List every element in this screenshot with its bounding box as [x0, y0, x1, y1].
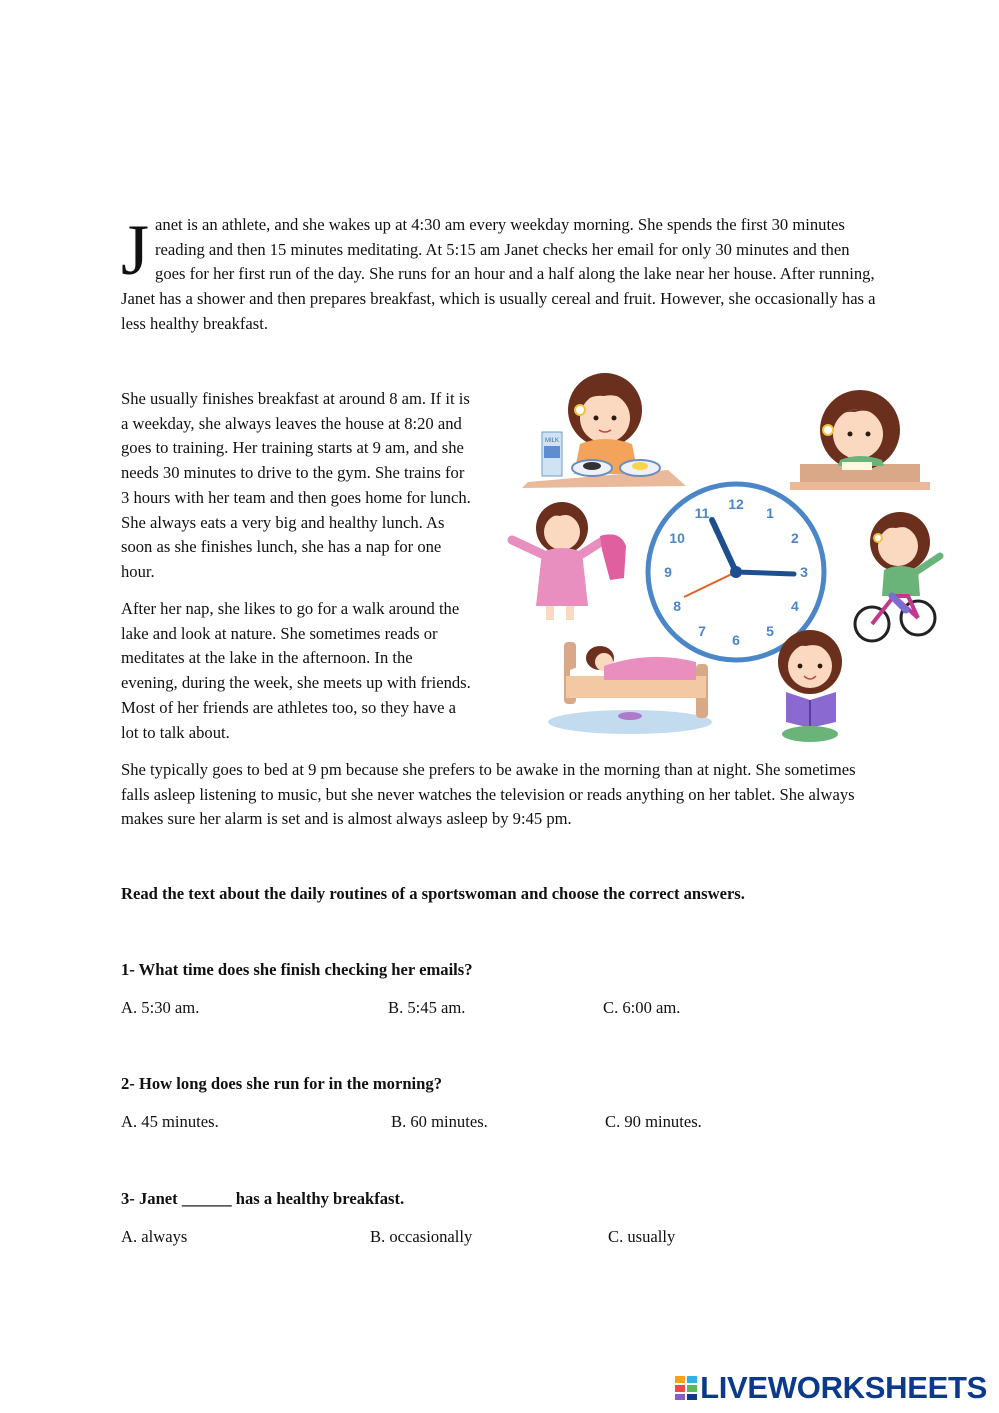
- milk-label: MILK: [545, 438, 560, 444]
- reading-scene: [778, 630, 842, 742]
- clock-number: 6: [732, 632, 740, 648]
- clock-number: 12: [728, 496, 744, 512]
- clock-number: 5: [766, 622, 774, 639]
- clock-number: 8: [673, 598, 681, 614]
- q3-option-a[interactable]: A. always: [121, 1227, 188, 1246]
- clock-number: 7: [698, 622, 706, 639]
- question-2: 2- How long does she run for in the morning?: [121, 1074, 442, 1093]
- passage-paragraph-3: After her nap, she likes to go for a walk around the lake and look at nature. She sometimes reads or meditates at the lake in the afternoon. In the evening, during the week, she meets up with friends. Most of her friends are athletes too, so they have a lot to talk about.: [121, 599, 471, 742]
- q3-option-c[interactable]: C. usually: [608, 1227, 676, 1246]
- thinking-scene: [790, 390, 930, 490]
- question-3: 3- Janet ______ has a healthy breakfast.: [121, 1189, 405, 1208]
- q2-option-a[interactable]: A. 45 minutes.: [121, 1112, 219, 1131]
- liveworksheets-logo[interactable]: [674, 1370, 987, 1406]
- passage-paragraph-1: [121, 210, 881, 337]
- cycling-scene: [855, 512, 940, 641]
- q1-option-c[interactable]: C. 6:00 am.: [603, 998, 681, 1017]
- drop-cap: J: [121, 210, 150, 290]
- q3-option-b[interactable]: B. occasionally: [370, 1227, 473, 1246]
- exercise-instruction: Read the text about the daily routines of a sportswoman and choose the correct answers.: [121, 884, 745, 903]
- clock-number: 10: [669, 530, 685, 546]
- clock-number: 4: [791, 598, 799, 614]
- clock-number: 1: [766, 505, 774, 522]
- q2-option-c[interactable]: C. 90 minutes.: [605, 1112, 702, 1131]
- bed-scene: [548, 642, 712, 734]
- clock-number: 2: [791, 530, 799, 546]
- logo-text: LIVEWORKSHEETS: [700, 1370, 987, 1405]
- q2-option-b[interactable]: B. 60 minutes.: [391, 1112, 488, 1131]
- daily-routine-illustration: [500, 370, 960, 745]
- passage-paragraph-4: She typically goes to bed at 9 pm because she prefers to be awake in the morning than at night. She sometimes falls asleep listening to music, but she never watches the television or reads anything on her tablet. She always makes sure her alarm is set and is almost always asleep by 9:45 pm.: [121, 760, 856, 829]
- paragraph-1-text: anet is an athlete, and she wakes up at 4:30 am every weekday morning. She spends the first 30 minutes reading and then 15 minutes meditating. At 5:15 am Janet checks her email for only 30 minutes and then goes for her first run of the day. She runs for an hour and a half along the lake near her house. After running, Janet has a shower and then prepares breakfast, which is usually cereal and fruit. However, she occasionally has a less healthy breakfast.: [121, 215, 876, 333]
- clock-number: 9: [664, 564, 672, 580]
- logo-mark-icon: [674, 1375, 698, 1401]
- clock-number: 11: [694, 505, 710, 522]
- clock-number: 3: [800, 564, 808, 580]
- q1-option-b[interactable]: B. 5:45 am.: [388, 998, 466, 1017]
- passage-paragraph-2: She usually finishes breakfast at around 8 am. If it is a weekday, she always leaves the house at 8:20 and goes to training. Her training starts at 9 am, and she needs 30 minutes to drive to the gym. She trains for 3 hours with her team and then goes home for lunch. She always eats a very big and healthy lunch. As soon as she finishes lunch, she has a nap for one hour.: [121, 389, 471, 581]
- question-1: 1- What time does she finish checking her emails?: [121, 960, 473, 979]
- bathrobe-scene: [512, 502, 626, 620]
- breakfast-scene: [522, 373, 686, 488]
- q1-option-a[interactable]: A. 5:30 am.: [121, 998, 200, 1017]
